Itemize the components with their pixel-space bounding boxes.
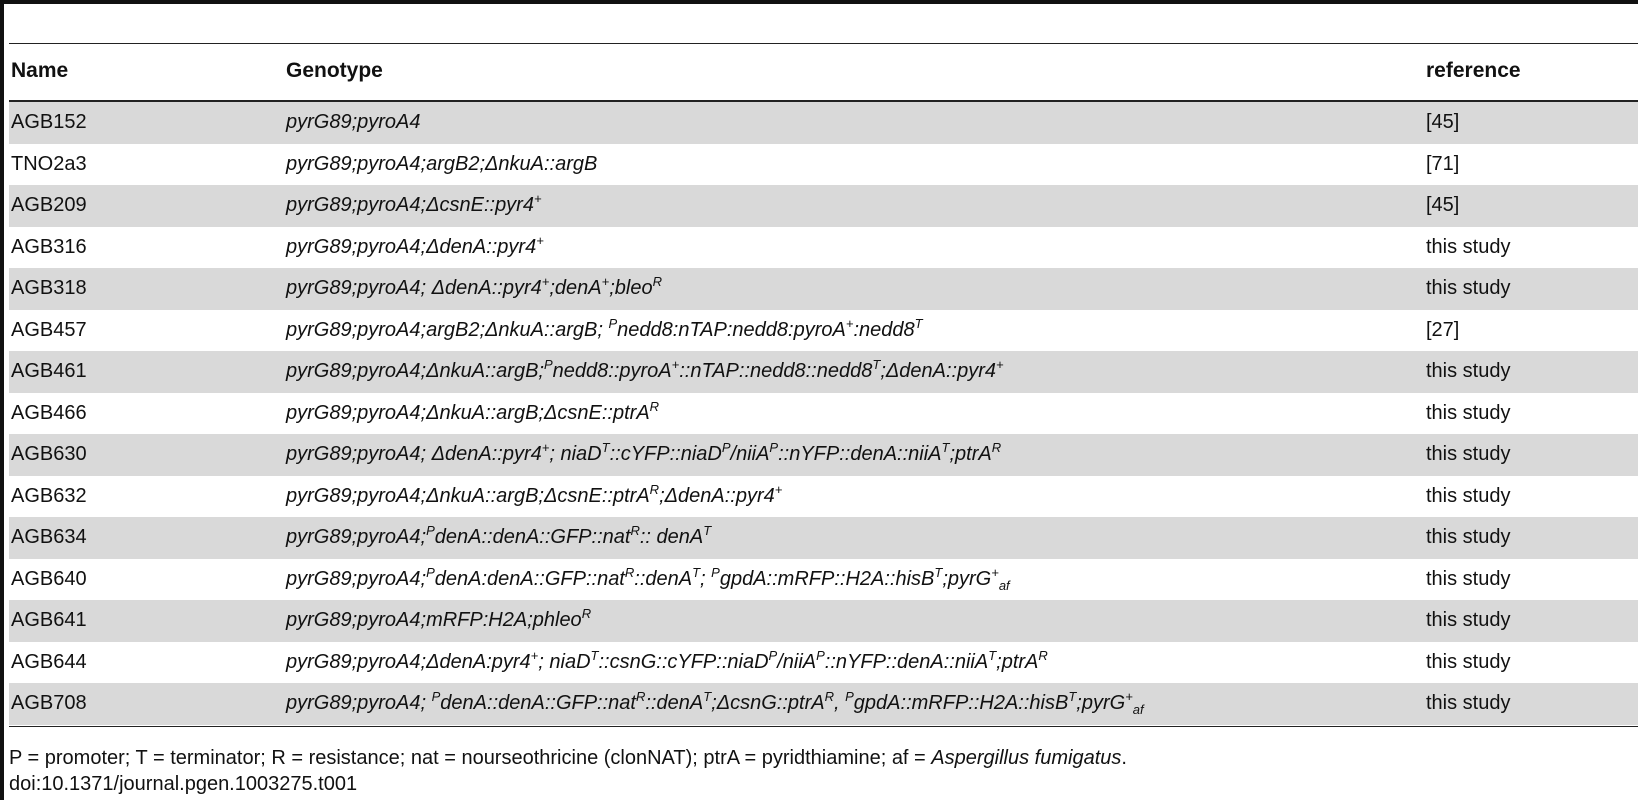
- table-row: [9, 600, 1638, 642]
- cell-reference: [45]: [1426, 111, 1460, 133]
- cell-name: AGB630: [11, 443, 87, 465]
- cell-reference: this study: [1426, 360, 1511, 382]
- cell-genotype: pyrG89;pyroA4;ΔnkuA::argB;ΔcsnE::ptrA$^R$: [286, 398, 660, 424]
- footnote-text: P = promoter; T = terminator; R = resistance; nat = nourseothricine (clonNAT); ptrA = pyridthiamine; af =: [9, 747, 932, 769]
- cell-genotype: $pyrG89;pyroA4;\Delta nkuA::argB;^Pnedd8::pyroA^+::nTAP::nedd8::nedd8^T;\Delta denA::pyr4^+$: [286, 357, 1004, 382]
- cell-genotype: pyrG89;pyroA4; ΔdenA::pyr4+; niaD$^T$::cYFP::niaD$^P$/niiA$^P$::nYFP::denA::niiA$^T$;ptrA$^R$: [286, 440, 1002, 465]
- left-border: [0, 0, 4, 800]
- cell-name: AGB152: [11, 111, 87, 133]
- table-row: [9, 144, 1638, 186]
- footnote-species: Aspergillus fumigatus: [931, 747, 1122, 769]
- cell-genotype: pyrG89;pyroA4: [286, 111, 421, 133]
- top-rule: [4, 0, 1638, 4]
- table-bottom-rule: [9, 726, 1638, 727]
- table-row: [9, 517, 1638, 559]
- table-row: [9, 351, 1638, 393]
- cell-name: AGB708: [11, 692, 87, 714]
- cell-reference: this study: [1426, 277, 1511, 299]
- cell-reference: [27]: [1426, 318, 1460, 341]
- table-body: [9, 102, 1638, 725]
- cell-reference: [45]: [1426, 194, 1460, 216]
- cell-name: AGB634: [11, 526, 87, 548]
- cell-name: AGB457: [11, 318, 87, 341]
- cell-genotype: pyrG89;pyroA4;argB2;ΔnkuA::argB; $^Pnedd8:nTAP:nedd8:pyroA^+:nedd8^T$: [286, 315, 923, 341]
- cell-genotype: pyrG89;pyroA4;ΔdenA:pyr4+; niaD$^T$::csnG::cYFP::niaD$^P$/niiA$^P$::nYFP::denA::niiA$^T$;ptrA$^R$: [286, 647, 1048, 673]
- cell-name: AGB461: [11, 360, 87, 382]
- table-row: [9, 310, 1638, 352]
- header-reference: reference: [1426, 59, 1521, 82]
- cell-name: AGB641: [11, 609, 87, 631]
- cell-genotype: pyrG89;pyroA4;$^P$denA:denA::GFP::nat$^R$::denA$^T$; $^P$gpdA::mRFP::H2A::hisB$^T$;pyrG+$_{af}$: [286, 564, 1010, 593]
- cell-reference: this study: [1426, 609, 1511, 631]
- header-name: Name: [11, 59, 69, 82]
- cell-name: AGB316: [11, 235, 87, 258]
- table-row: [9, 642, 1638, 684]
- cell-genotype: pyrG89;pyroA4;ΔcsnE::pyr4+: [286, 191, 542, 216]
- table-row: [9, 683, 1638, 725]
- cell-name: AGB466: [11, 401, 87, 424]
- cell-reference: this study: [1426, 235, 1511, 258]
- cell-genotype: pyrG89;pyroA4;mRFP:H2A;phleo$^R$: [286, 606, 592, 631]
- table-row: [9, 393, 1638, 435]
- cell-name: AGB209: [11, 194, 87, 216]
- table-row: [9, 102, 1638, 144]
- cell-genotype: pyrG89;pyroA4; $^P$denA::denA::GFP::nat$^R$::denA$^T$;ΔcsnG::ptrA$^R$, $^P$gpdA::mRFP::H2A::hisB$^T$;pyrG+$_{af}$: [286, 689, 1144, 717]
- cell-name: TNO2a3: [11, 152, 87, 175]
- doi-text: doi:10.1371/journal.pgen.1003275.t001: [9, 773, 358, 795]
- cell-name: AGB644: [11, 650, 87, 673]
- cell-name: AGB632: [11, 484, 87, 507]
- cell-name: AGB318: [11, 277, 87, 299]
- table-header: [9, 44, 1638, 100]
- header-genotype: Genotype: [286, 59, 383, 82]
- cell-genotype: pyrG89;pyroA4;ΔdenA::pyr4+: [286, 232, 544, 258]
- table-row: [9, 185, 1638, 227]
- table-row: [9, 476, 1638, 518]
- cell-name: AGB640: [11, 567, 87, 590]
- cell-reference: this study: [1426, 692, 1511, 714]
- footnote-end: .: [1121, 747, 1127, 769]
- cell-genotype: pyrG89;pyroA4;ΔnkuA::argB;ΔcsnE::ptrA$^R$;ΔdenA::pyr4+: [286, 481, 783, 507]
- cell-reference: this study: [1426, 526, 1511, 548]
- table-row: [9, 559, 1638, 601]
- cell-genotype: pyrG89;pyroA4; ΔdenA::pyr4+;denA+;bleo$^R$: [286, 274, 662, 299]
- table-row: [9, 227, 1638, 269]
- table-row: [9, 268, 1638, 310]
- cell-genotype: pyrG89;pyroA4;$^P$denA::denA::GFP::nat$^R$:: denA$^T$: [286, 523, 712, 548]
- table-row: [9, 434, 1638, 476]
- cell-reference: [71]: [1426, 152, 1460, 175]
- cell-genotype: pyrG89;pyroA4;argB2;ΔnkuA::argB: [286, 152, 598, 175]
- cell-reference: this study: [1426, 650, 1511, 673]
- cell-reference: this study: [1426, 484, 1511, 507]
- cell-reference: this study: [1426, 567, 1511, 590]
- cell-reference: this study: [1426, 443, 1511, 465]
- cell-reference: this study: [1426, 401, 1511, 424]
- table-footnote: [9, 746, 1127, 770]
